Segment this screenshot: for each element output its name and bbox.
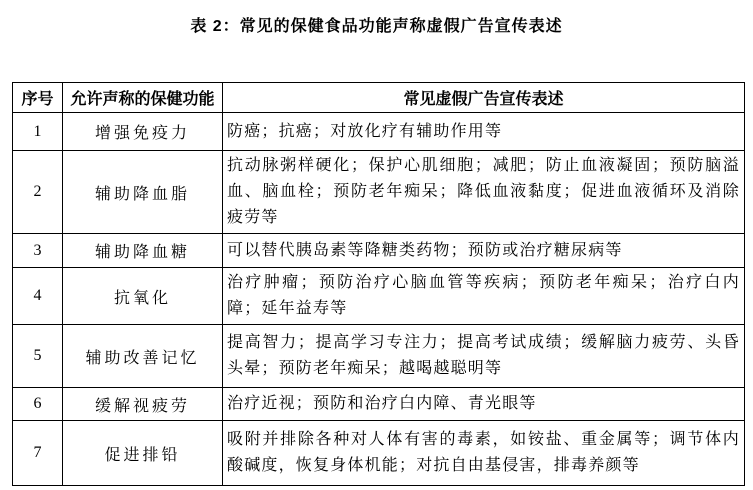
function-name: 辅助改善记忆 <box>63 325 223 388</box>
header-row <box>13 83 745 113</box>
row-number: 5 <box>13 325 63 388</box>
table-row <box>13 388 745 421</box>
function-name: 抗氧化 <box>63 268 223 325</box>
false-claims: 提高智力；提高学习专注力；提高考试成绩；缓解脑力疲劳、头昏头晕；预防老年痴呆；越喝越聪明等 <box>223 325 745 388</box>
row-number: 6 <box>13 388 63 421</box>
row-number: 4 <box>13 268 63 325</box>
header-function: 允许声称的保健功能 <box>63 83 223 113</box>
table-row <box>13 268 745 325</box>
row-number: 2 <box>13 151 63 234</box>
false-claims: 吸附并排除各种对人体有害的毒素，如铵盐、重金属等；调节体内酸碱度，恢复身体机能；对抗自由基侵害，排毒养颜等 <box>223 421 745 486</box>
false-claims: 治疗近视；预防和治疗白内障、青光眼等 <box>223 388 745 421</box>
function-name: 增强免疫力 <box>63 113 223 151</box>
false-claims: 可以替代胰岛素等降糖类药物；预防或治疗糖尿病等 <box>223 234 745 268</box>
table-title: 表 2：常见的保健食品功能声称虚假广告宣传表述 <box>190 18 563 35</box>
false-claims: 防癌；抗癌；对放化疗有辅助作用等 <box>223 113 745 151</box>
table-row <box>13 421 745 486</box>
table-row <box>13 151 745 234</box>
false-claims: 治疗肿瘤；预防治疗心脑血管等疾病；预防老年痴呆；治疗白内障；延年益寿等 <box>223 268 745 325</box>
row-number: 3 <box>13 234 63 268</box>
header-claims: 常见虚假广告宣传表述 <box>223 83 745 113</box>
function-name: 缓解视疲劳 <box>63 388 223 421</box>
function-name: 辅助降血糖 <box>63 234 223 268</box>
table-row <box>13 234 745 268</box>
row-number: 1 <box>13 113 63 151</box>
table-row <box>13 325 745 388</box>
table-row <box>13 113 745 151</box>
header-no: 序号 <box>13 83 63 113</box>
health-claims-table <box>12 82 745 486</box>
false-claims: 抗动脉粥样硬化；保护心肌细胞；减肥；防止血液凝固；预防脑溢血、脑血栓；预防老年痴呆；降低血液黏度；促进血液循环及消除疲劳等 <box>223 151 745 234</box>
row-number: 7 <box>13 421 63 486</box>
function-name: 辅助降血脂 <box>63 151 223 234</box>
function-name: 促进排铅 <box>63 421 223 486</box>
